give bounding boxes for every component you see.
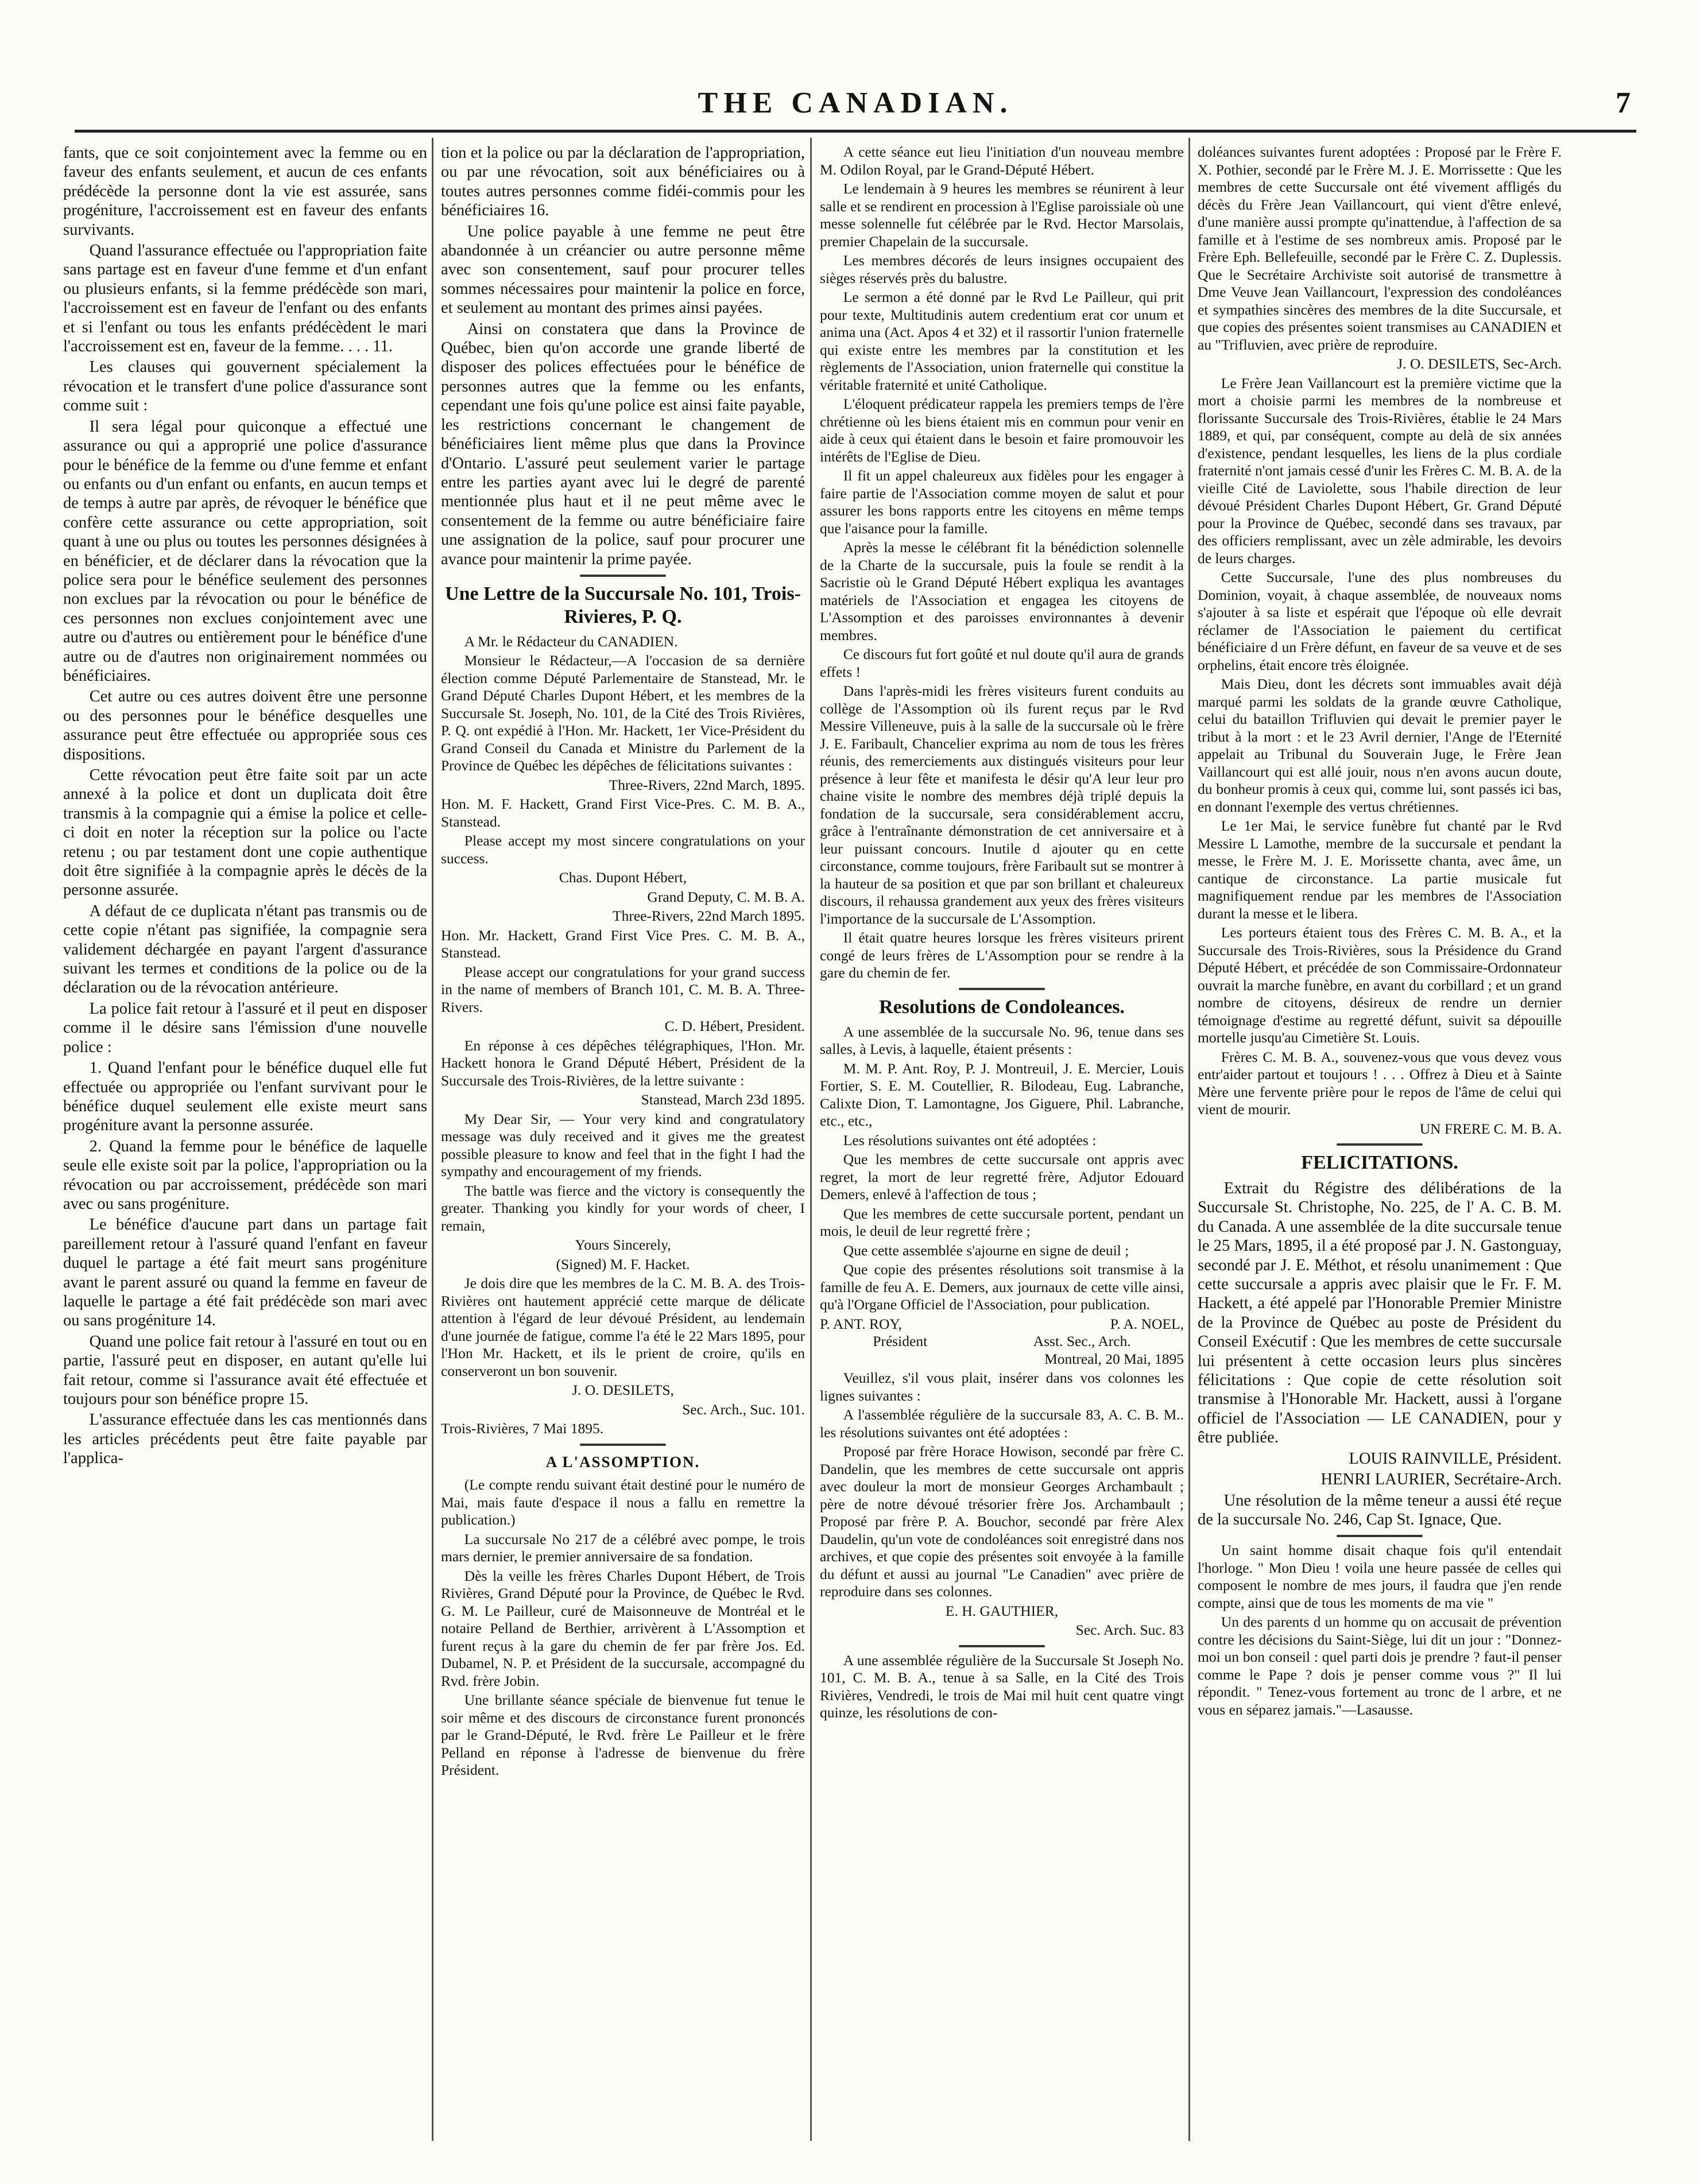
signature: J. O. DESILETS, Sec-Arch.	[1397, 355, 1562, 372]
paragraph: Quand l'assurance effectuée ou l'appropriation faite sans partage est en faveur d'une femme et d'un enfant ou plusieurs enfants, si la femme prédécède son mari, l'accroissement est en faveur de l'enfant ou des enfants et si l'enfant ou tous les enfants prédécèdent le mari l'accroissement est en, faveur de la femme. . . . 11.	[63, 242, 427, 356]
column-3	[820, 143, 1184, 1724]
paragraph: 2. Quand la femme pour le bénéfice de laquelle seule elle existe soit par la police, l'appropriation ou la révocation ou par accroissement, prédécède son mari avec ou sans progéniture.	[63, 1137, 427, 1213]
paragraph: A défaut de ce duplicata n'étant pas transmis ou de cette copie n'étant pas signifiée, la compagnie sera validement déchargée en payant l'argent d'assurance suivant les termes et conditions de la police ou de la déclaration ou de la révocation antérieure.	[63, 902, 427, 997]
signature: C. D. Hébert, President.	[664, 1018, 805, 1035]
article-heading: FELICITATIONS.	[1301, 1152, 1458, 1173]
ornament-rule	[580, 575, 666, 577]
closing: Yours Sincerely,	[575, 1236, 671, 1254]
paragraph: A cette séance eut lieu l'initiation d'un nouveau membre M. Odilon Royal, par le Grand-Député Hébert.	[820, 143, 1184, 178]
paragraph: Les porteurs étaient tous des Frères C. M. B. A., et la Succursale des Trois-Rivières, sous la Présidence du Grand Député Hébert, et précédée de son Commissaire-Ordonnateur ouvrait la marche funèbre, en avant du corbillard ; et un grand nombre de citoyens, désireux de rendre un dernier témoignage d'estime au regretté défunt, suivit sa dépouille mortelle jusqu'au Cimetière St. Louis.	[1198, 924, 1562, 1046]
letter-address: Hon. M. F. Hackett, Grand First Vice-Pres. C. M. B. A., Stanstead.	[441, 796, 805, 830]
paragraph: Dans l'après-midi les frères visiteurs furent conduits au collège de l'Assomption où ils furent reçus par le Rvd Messire Villeneuve, puis à la salle de la succursale où le frère J. E. Faribault, Chancelier exprima au nom de tous les frères réunis, des remerciements aux distingués visiteurs pour leur présence à leur fête et manifesta le désir qu'A leur leur pro chaine visite le nombre des membres déjà triplé depuis la fondation de la succursale, sera considérablement accru, grâce à l'entraînante démonstration de cet anniversaire et à leur puissant concours. Inutile d ajouter qu en cette circonstance, comme toujours, frère Faribault sut se montrer à la hauteur de sa position et que par son brillant et chaleureux discours, il rehaussa grandement aux yeux des frères visiteurs l'importance de la succursale de L'Assomption.	[820, 682, 1184, 927]
ornament-rule	[1337, 1535, 1423, 1537]
letter-text: En réponse à ces dépêches télégraphiques, l'Hon. Mr. Hackett honora le Grand Député Hébert, Président de la Succursale des Trois-Rivières, de la lettre suivante :	[441, 1037, 805, 1089]
paragraph: Que les membres de cette succursale portent, pendant un mois, le deuil de leur regretté frère ;	[820, 1205, 1184, 1239]
paragraph: Extrait du Régistre des délibérations de la Succursale St. Christophe, No. 225, de l' A. C. B. M. du Canada. A une assemblée de la dite succursale tenue le 25 Mars, 1895, il a été proposé par J. N. Gastonguay, secondé par J. E. Méthot, et résolu unanimement : Que cette succursale a appris avec plaisir que le Fr. F. M. Hackett, a été appelé par l'Honorable Premier Ministre de la Province de Québec au poste de Président du Conseil Exécutif : Que les membres de cette succursale lui présentent à cette occasion leurs plus sincères félicitations : Que copie de cette résolution soit transmise à l'Honorable Mr. Hackett, aussi à l'organe officiel de l'Association — LE CANADIEN, pour y être publiée.	[1198, 1180, 1562, 1447]
paragraph: Un saint homme disait chaque fois qu'il entendait l'horloge. " Mon Dieu ! voila une heure passée de celles qui composent le nombre de mes jours, il faudra que j'en rende compte, ainsi que de tous les moments de ma vie "	[1198, 1542, 1562, 1611]
paragraph: A une assemblée régulière de la Succursale St Joseph No. 101, C. M. B. A., tenue à sa Salle, en la Cité des Trois Rivières, Vendredi, le trois de Mai mil huit cent quatre vingt quinze, les résolutions de con-	[820, 1651, 1184, 1721]
paragraph: Une résolution de la même teneur a aussi été reçue de la succursale No. 246, Cap St. Ignace, Que.	[1198, 1491, 1562, 1529]
paragraph: L'éloquent prédicateur rappela les premiers temps de l'ère chrétienne où les biens étaient mis en commun pour venir en aide à ceux qui étaient dans le besoin et faire promouvoir les intérêts de l'Eglise de Dieu.	[820, 395, 1184, 465]
paragraph: Il fit un appel chaleureux aux fidèles pour les engager à faire partie de l'Association comme moyen de salut et pour assurer les bons rapports entre les citoyens en même temps que l'aisance pour la famille.	[820, 467, 1184, 537]
paragraph: doléances suivantes furent adoptées : Proposé par le Frère F. X. Pothier, secondé par le Frère M. J. E. Morrissette : Que les membres de cette Succursale ont été vivement affligés du décès du Frère Jean Vaillancourt, qui vient d'être enlevé, d'une manière aussi prompte qu'inattendue, à l'affection de sa famille et à l'estime de ses nombreux amis. Proposé par le Frère Eph. Bellefeuille, secondé par le Frère C. Z. Duplessis. Que le Secrétaire Archiviste soit autorisé de transmettre à Dme Veuve Jean Vaillancourt, l'expression des condoléances et sympathies sincères des membres de la dite Succursale, et que copies des présentes soient transmises au CANADIEN et au "Trifluvien, avec prière de reproduire.	[1198, 143, 1562, 353]
signature-row	[820, 1333, 1184, 1351]
paragraph: Dès la veille les frères Charles Dupont Hébert, de Trois Rivières, Grand Député pour la Province, de Québec le Rvd. G. M. Le Pailleur, curé de Maisonneuve de Montréal et le notaire Pelland de Berthier, arrivèrent à L'Assomption et furent reçus à la gare du chemin de fer par frère Jos. Ed. Dubamel, N. P. et Président de la succursale, accompagné du Rvd. frère Jobin.	[441, 1567, 805, 1689]
letter-text: Please accept my most sincere congratulations on your success.	[441, 832, 805, 867]
signature: P. ANT. ROY,	[820, 1315, 902, 1332]
column-1	[63, 143, 427, 1470]
paragraph: Le Frère Jean Vaillancourt est la première victime que la mort a choisie parmi les membres de la nombreuse et florissante Succursale des Trois-Rivières, établie le 24 Mars 1889, et qui, par conséquent, compte au delà de six années d'existence, pendant lesquelles, les liens de la plus cordiale fraternité n'ont jamais cessé d'unir les Frères C. M. B. A. de la vieille Cité de Laviolette, sous l'habile direction de leur dévoué Président Charles Dupont Hébert, Gr. Grand Député pour la Province de Québec, secondé dans ses travaux, par des officiers remplissant, avec un zèle admirable, les devoirs de leurs charges.	[1198, 374, 1562, 567]
signature: J. O. DESILETS,	[572, 1382, 674, 1399]
signature: E. H. GAUTHIER,	[945, 1602, 1059, 1619]
paragraph: Le lendemain à 9 heures les membres se réunirent à leur salle et se rendirent en procession à l'Eglise paroissiale où une messe solennelle fut célébrée par le Rvd. Hector Marsolais, premier Chapelain de la succursale.	[820, 180, 1184, 250]
column-divider	[432, 138, 433, 2141]
paragraph: L'assurance effectuée dans les cas mentionnés dans les articles précédents peut être faite payable par l'applica-	[63, 1411, 427, 1468]
dateline: Three-Rivers, 22nd March, 1895.	[609, 776, 805, 793]
paragraph: Le sermon a été donné par le Rvd Le Pailleur, qui prit pour texte, Multitudinis autem credentium erat cor unum et anima una (Act. Apos 4 et 32) et il rassortir l'union fraternelle qui existe entre les membres par la constitution et les règlements de l'Association, union fraternelle qui constitue la véritable fraternité et unité Catholique.	[820, 289, 1184, 393]
letter-text: My Dear Sir, — Your very kind and congratulatory message was duly received and it gives me the greatest possible pleasure to know and feel that in the fight I had the sympathy and encouragement of my friends.	[441, 1110, 805, 1180]
paragraph: La succursale No 217 de a célébré avec pompe, le trois mars dernier, le premier anniversaire de sa fondation.	[441, 1530, 805, 1565]
paragraph: Le 1er Mai, le service funèbre fut chanté par le Rvd Messire L Lamothe, membre de la succursale et pendant la messe, le Frère M. J. E. Morissette chanta, avec âme, un cantique de circonstance. La partie musicale fut magnifiquement rendue par les membres de l'Association durant la messe et le libera.	[1198, 817, 1562, 922]
article-heading: A L'ASSOMPTION.	[545, 1453, 700, 1471]
page-number: 7	[1616, 87, 1631, 119]
signature: LOUIS RAINVILLE, Président.	[1349, 1449, 1562, 1468]
paragraph: Que cette assemblée s'ajourne en signe de deuil ;	[843, 1242, 1129, 1259]
signature: P. A. NOEL,	[1110, 1315, 1184, 1332]
header-rule	[75, 130, 1636, 133]
paragraph: Il était quatre heures lorsque les frères visiteurs prirent congé de leurs frères de L'Assomption pour se rendre à la gare du chemin de fer.	[820, 929, 1184, 981]
paragraph: Après la messe le célébrant fit la bénédiction solennelle de la Charte de la succursale, puis la foule se rendit à la Sacristie où le Grand Député Hébert expliqua les avantages matériels de l'Association et engagea les citoyens de L'Assomption et des paroisses environnantes à devenir membres.	[820, 539, 1184, 643]
column-divider	[810, 138, 812, 2141]
paragraph: Cette Succursale, l'une des plus nombreuses du Dominion, voyait, à chaque assemblée, de nouveaux noms s'ajouter à sa liste et espérait que l'époque où elle devrait réclamer de l'Association le paiement du certificat bénéficiaire d un Frère défunt, en faveur de sa veuve et de ses orphelins, était encore très éloignée.	[1198, 569, 1562, 673]
article-heading: Resolutions de Condoleances.	[879, 996, 1125, 1018]
ornament-rule	[580, 1444, 666, 1446]
paragraph: Mais Dieu, dont les décrets sont immuables avait déjà marqué parmi les soldats de la grande œuvre Catholique, celui du bataillon Trifluvien qui devait le premier payer le tribut à la mort : et le 23 Avril dernier, l'Ange de l'Eternité appelait au Tribunal du Souverain Juge, le Frère Jean Vaillancourt qui est allé jouir, nous n'en avons aucun doute, du bonheur promis à ceux qui, comme lui, sont passés ici bas, en donnant l'exemple des vertus chrétiennes.	[1198, 676, 1562, 815]
paragraph: tion et la police ou par la déclaration de l'appropriation, ou par une révocation, soit aux bénéficiaires ou à toutes autres personnes comme fidéi-commis pour les bénéficiaires 16.	[441, 144, 805, 220]
paragraph: Que les membres de cette succursale ont appris avec regret, la mort de leur regretté frère, Adjutor Edouard Demers, enlevé à l'affection de tous ;	[820, 1151, 1184, 1202]
ornament-rule	[959, 1645, 1045, 1647]
paragraph: Ce discours fut fort goûté et nul doute qu'il aura de grands effets !	[820, 646, 1184, 680]
paragraph: Les membres décorés de leurs insignes occupaient des sièges réservés près du balustre.	[820, 252, 1184, 286]
paragraph: A une assemblée de la succursale No. 96, tenue dans ses salles, à Levis, à laquelle, étaient présents :	[820, 1023, 1184, 1057]
paragraph: Proposé par frère Horace Howison, secondé par frère C. Dandelin, que les membres de cette succursale ont appris avec douleur la mort de monsieur Georges Archambault ; père de notre dévoué trésorier frère Jos. Archambault ; Proposé par frère P. A. Bouchor, secondé par frère Alex Daudelin, qu'un vote de condoléances soit enregistré dans nos archives, et que copie des présentes soit envoyée à la famille du défunt et aussi au journal "Le Canadien" avec prière de reproduire dans ses colonnes.	[820, 1443, 1184, 1600]
paragraph: Les résolutions suivantes ont été adoptées :	[843, 1131, 1097, 1149]
column-4	[1198, 143, 1562, 1720]
signature-title: Sec. Arch. Suc. 83	[1075, 1621, 1184, 1638]
ornament-rule	[959, 988, 1045, 990]
article-heading: Une Lettre de la Succursale No. 101, Trois-Rivieres, P. Q.	[445, 583, 801, 627]
column-divider	[1188, 138, 1190, 2141]
signature-title: Grand Deputy, C. M. B. A.	[647, 888, 805, 905]
dateline: Trois-Rivières, 7 Mai 1895.	[441, 1420, 604, 1437]
ornament-rule	[1337, 1143, 1423, 1146]
paragraph: Cet autre ou ces autres doivent être une personne ou des personnes pour le bénéfice desquelles une assurance peut être effectuée ou appropriée sous ces dispositions.	[63, 688, 427, 763]
paragraph: Cette révocation peut être faite soit par un acte annexé à la police et dont un duplicata doit être transmis à la compagnie qui a émise la police et celle-ci doit en noter la réception sur la police ou l'acte retenu ; ou par testament dont une copie authentique doit être signifiée à la compagnie après le décès de la personne assurée.	[63, 766, 427, 899]
paragraph: La police fait retour à l'assuré et il peut en disposer comme il le désire sans l'émission d'une nouvelle police :	[63, 999, 427, 1056]
paragraph: Que copie des présentes résolutions soit transmise à la famille de feu A. E. Demers, aux journaux de cette ville ainsi, qu'à l'Organe Officiel de l'Association, pour publication.	[820, 1261, 1184, 1313]
paragraph: Quand une police fait retour à l'assuré en tout ou en partie, l'assuré peut en disposer, en autant qu'elle lui fait retour, comme si l'assurance avait été effectuée et toujours pour son bénéfice propre 15.	[63, 1332, 427, 1408]
signature-title: Asst. Sec., Arch.	[1033, 1333, 1131, 1349]
dateline: Stanstead, March 23d 1895.	[641, 1091, 805, 1108]
paragraph: Frères C. M. B. A., souvenez-vous que vous devez vous entr'aider partout et toujours ! . . . Offrez à Dieu et à Sainte Mère une fervente prière pour le repos de l'âme de celui qui vient de mourir.	[1198, 1048, 1562, 1118]
signature-title: Sec. Arch., Suc. 101.	[682, 1401, 805, 1418]
signature: (Signed) M. F. Hacket.	[556, 1255, 690, 1273]
masthead: THE CANADIAN.	[698, 87, 1013, 119]
dateline: Montreal, 20 Mai, 1895	[1044, 1350, 1184, 1367]
signature: Chas. Dupont Hébert,	[559, 869, 687, 886]
paragraph: Le bénéfice d'aucune part dans un partage fait pareillement retour à l'assuré quand l'enfant en faveur duquel le partage a été fait meurt sans progéniture avant le parent assuré ou quand la femme en faveur de laquelle le partage a été fait prédécède son mari avec ou sans progéniture 14.	[63, 1216, 427, 1330]
signature-row	[820, 1316, 1184, 1333]
paragraph: 1. Quand l'enfant pour le bénéfice duquel elle fut effectuée ou appropriée ou l'enfant survivant pour le bénéfice duquel seulement elle existe meurt sans progéniture avant la personne assurée.	[63, 1059, 427, 1135]
paragraph: Un des parents d un homme qu on accusait de prévention contre les décisions du Saint-Siège, lui dit un jour : "Donnez-moi un bon conseil : quel parti dois je prendre ? faut-il penser comme le Pape ? dois je penser comme vous ?" Il lui répondit. " Tenez-vous fortement au tronc de l arbre, et ne vous en séparez jamais."—Lasausse.	[1198, 1613, 1562, 1718]
paragraph: (Le compte rendu suivant était destiné pour le numéro de Mai, mais faute d'espace il nous a fallu en remettre la publication.)	[441, 1476, 805, 1529]
paragraph: Les clauses qui gouvernent spécialement la révocation et le transfert d'une police d'assurance sont comme suit :	[63, 358, 427, 415]
letter-text: Monsieur le Rédacteur,—A l'occasion de sa dernière élection comme Député Parlementaire de Stanstead, Mr. le Grand Député Charles Dupont Hébert, et les membres de la Succursale St. Joseph, No. 101, de la Cité des Trois Rivières, P. Q. ont expédié à l'Hon. Mr. Hackett, 1er Vice-Président du Grand Conseil du Canada et Ministre du Parlement de la Province de Québec les dépêches de félicitations suivantes :	[441, 652, 805, 774]
paragraph: Ainsi on constatera que dans la Province de Québec, bien qu'on accorde une grande liberté de disposer des polices effectuées pour le bénéfice de personnes autres que la femme ou les enfants, cependant une fois qu'une police est ainsi faite payable, les restrictions concernant le changement de bénéficiaires lient même plus que dans la Province d'Ontario. L'assuré peut seulement varier le partage entre les parties ayant avec lui le degré de parenté mentionnée plus haut et il ne peut même avec le consentement de la femme ou autre bénéficiaire faire une assignation de la police, sauf pour procurer une avance pour maintenir la prime payée.	[441, 320, 805, 568]
paragraph: A l'assemblée régulière de la succursale 83, A. C. B. M.. les résolutions suivantes ont été adoptées :	[820, 1406, 1184, 1441]
column-2	[441, 143, 805, 1781]
letter-text: Je dois dire que les membres de la C. M. B. A. des Trois-Rivières ont hautement apprécié cette marque de délicate attention à l'égard de leur dévoué Président, au lendemain d'une journée de fatigue, comme l'a été le 22 Mars 1895, pour l'Hon Mr. Hackett, et ils le prient de croire, qu'ils en conserveront un bon souvenir.	[441, 1275, 805, 1379]
signature: HENRI LAURIER, Secrétaire-Arch.	[1320, 1471, 1562, 1489]
letter-text: The battle was fierce and the victory is consequently the greater. Thanking you kindly for your words of cheer, I remain,	[441, 1182, 805, 1234]
letter-text: Please accept our congratulations for your grand success in the name of members of Branch 101, C. M. B. A. Three-Rivers.	[441, 963, 805, 1015]
paragraph: Une police payable à une femme ne peut être abandonnée à un créancier ou autre personne même avec son consentement, sauf pour procurer telles sommes nécessaires pour maintenir la police en force, et seulement au montant des primes ainsi payées.	[441, 222, 805, 317]
paragraph: M. M. P. Ant. Roy, P. J. Montreuil, J. E. Mercier, Louis Fortier, S. E. M. Coutellier, R. Bilodeau, Eug. Labranche, Calixte Dion, T. Lamontagne, Jos Giguere, Phil. Labranche, etc., etc.,	[820, 1060, 1184, 1129]
dateline: Three-Rivers, 22nd March 1895.	[613, 907, 805, 925]
paragraph: fants, que ce soit conjointement avec la femme ou en faveur des enfants seulement, et aucun de ces enfants prédécède la personne dont la vie est assurée, sans progéniture, l'accroissement est en faveur des enfants survivants.	[63, 144, 427, 239]
signature-title: Président	[873, 1333, 928, 1349]
letter-address: Hon. Mr. Hackett, Grand First Vice Pres. C. M. B. A., Stanstead.	[441, 926, 805, 961]
paragraph: Veuillez, s'il vous plait, insérer dans vos colonnes les lignes suivantes :	[820, 1370, 1184, 1404]
page-header	[75, 86, 1636, 123]
signature: UN FRERE C. M. B. A.	[1419, 1120, 1562, 1137]
salutation: A Mr. le Rédacteur du CANADIEN.	[464, 633, 678, 650]
paragraph: Il sera légal pour quiconque a effectué une assurance ou qui a approprié une police d'assurance pour le bénéfice de la femme ou d'une femme et enfant ou enfants ou d'un enfant ou enfants, en aucun temps et de temps à autre par après, de révoquer le bénéfice que confère cette assurance ou cette appropriation, soit quant à une ou plus ou toutes les personnes désignées à en bénéficier, et de déclarer dans la révocation que la police sera pour le bénéfice seulement des personnes non exclues par la révocation ou pour le bénéfice de ces personnes non exclues conjointement avec une autre ou d'autres ou entièrement pour le bénéfice d'une autre ou de d'autres non originairement nommées ou bénéficiaires.	[63, 417, 427, 685]
paragraph: Une brillante séance spéciale de bienvenue fut tenue le soir même et des discours de circonstance furent prononcés par le Grand-Député, le Rvd. frère Le Pailleur et le frère Pelland en réponse à l'adresse de bienvenue du frère Président.	[441, 1692, 805, 1779]
